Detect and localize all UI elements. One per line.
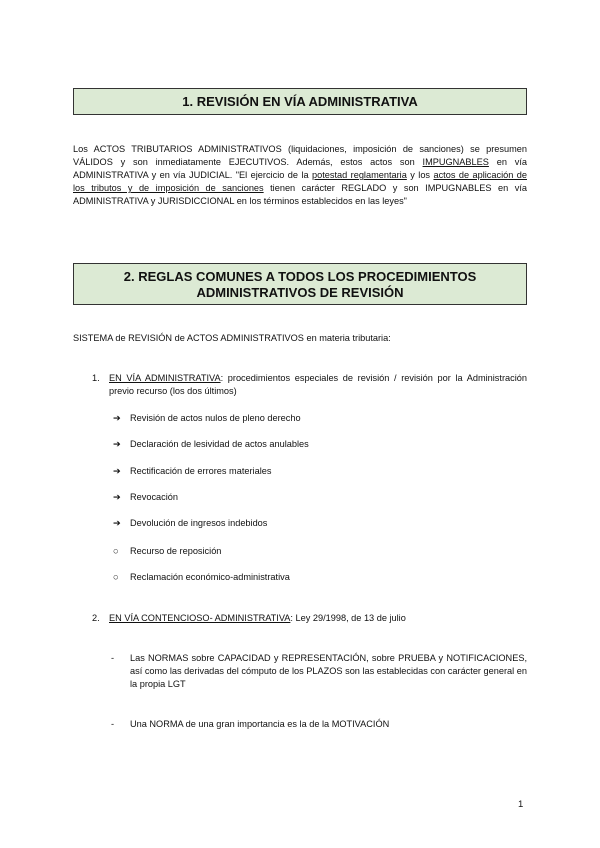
sub-item-text: Recurso de reposición [130, 546, 222, 556]
para-text-a: Los ACTOS TRIBUTARIOS ADMINISTRATIVOS (liquidaciones, imposición de sanciones) se presumen VÁLIDOS y son inmediatamente EJECUTIVOS. Además, estos actos son [73, 144, 527, 167]
arrow-icon: ➔ [113, 439, 121, 449]
para-text-e: y los [406, 170, 434, 180]
list-item-via-administrativa [92, 372, 527, 398]
dash-item [111, 652, 527, 691]
list-item-label: EN VÍA ADMINISTRATIVA [109, 373, 221, 383]
para-underlined-actos: actos de aplicación de los tributos y de imposición de sanciones [73, 170, 527, 193]
dash-item-text: Una NORMA de una gran importancia es la de la MOTIVACIÓN [130, 719, 390, 729]
section-1-paragraph [73, 143, 527, 208]
sub-item [113, 517, 267, 530]
sub-item-text: Declaración de lesividad de actos anulables [130, 439, 309, 449]
section-1-title: 1. REVISIÓN EN VÍA ADMINISTRATIVA [182, 94, 418, 109]
para-underlined-impugnables: IMPUGNABLES [422, 157, 489, 167]
dash-item-text: Las NORMAS sobre CAPACIDAD y REPRESENTACIÓN, sobre PRUEBA y NOTIFICACIONES, así como las derivadas del cómputo de los PLAZOS son las establecidas con carácter general en la propia LGT [130, 653, 527, 689]
list-item-via-contencioso [92, 612, 527, 625]
dash-bullet-icon: - [111, 653, 115, 663]
section-2-heading [73, 263, 527, 305]
dash-item [111, 718, 527, 731]
sub-item-text: Reclamación económico-administrativa [130, 572, 290, 582]
list-item-text: : procedimientos especiales de revisión / revisión por la Administración previo recurso (los dos últimos) [109, 373, 527, 396]
sub-item-text: Rectificación de errores materiales [130, 466, 272, 476]
list-item-label: EN VÍA CONTENCIOSO- ADMINISTRATIVA [109, 613, 291, 623]
para-text-c: en vía ADMINISTRATIVA y en vía JUDICIAL. "El ejercicio de la [73, 157, 527, 180]
section-2-title-line2: ADMINISTRATIVOS DE REVISIÓN [196, 285, 404, 300]
sub-item-text: Devolución de ingresos indebidos [130, 518, 268, 528]
para-underlined-potestad: potestad reglamentaria [311, 170, 407, 180]
dash-bullet-icon: - [111, 719, 115, 729]
arrow-icon: ➔ [113, 466, 121, 476]
list-number: 2. [92, 613, 100, 623]
sub-item [113, 491, 178, 504]
para-text-g: tienen carácter REGLADO y son IMPUGNABLES en vía ADMINISTRATIVA y JURISDICCIONAL en los términos establecidos en las leyes" [73, 183, 527, 206]
sub-item-text: Revocación [130, 492, 179, 502]
section-2-title-line1: 2. REGLAS COMUNES A TODOS LOS PROCEDIMIENTOS [123, 269, 477, 284]
sub-item [113, 545, 221, 558]
sub-item-text: Revisión de actos nulos de pleno derecho [130, 413, 301, 423]
sub-item [113, 465, 271, 478]
circle-bullet-icon: ○ [113, 572, 119, 582]
section-1-heading [73, 88, 527, 115]
sub-item [113, 412, 301, 425]
list-item-text: : Ley 29/1998, de 13 de julio [290, 613, 406, 623]
arrow-icon: ➔ [113, 518, 121, 528]
arrow-icon: ➔ [113, 492, 121, 502]
list-number: 1. [92, 373, 100, 383]
arrow-icon: ➔ [113, 413, 121, 423]
page-number: 1 [518, 799, 524, 810]
section-2-intro: SISTEMA de REVISIÓN de ACTOS ADMINISTRATIVOS en materia tributaria: [73, 333, 391, 343]
sub-item [113, 571, 290, 584]
circle-bullet-icon: ○ [113, 546, 119, 556]
sub-item [113, 438, 309, 451]
